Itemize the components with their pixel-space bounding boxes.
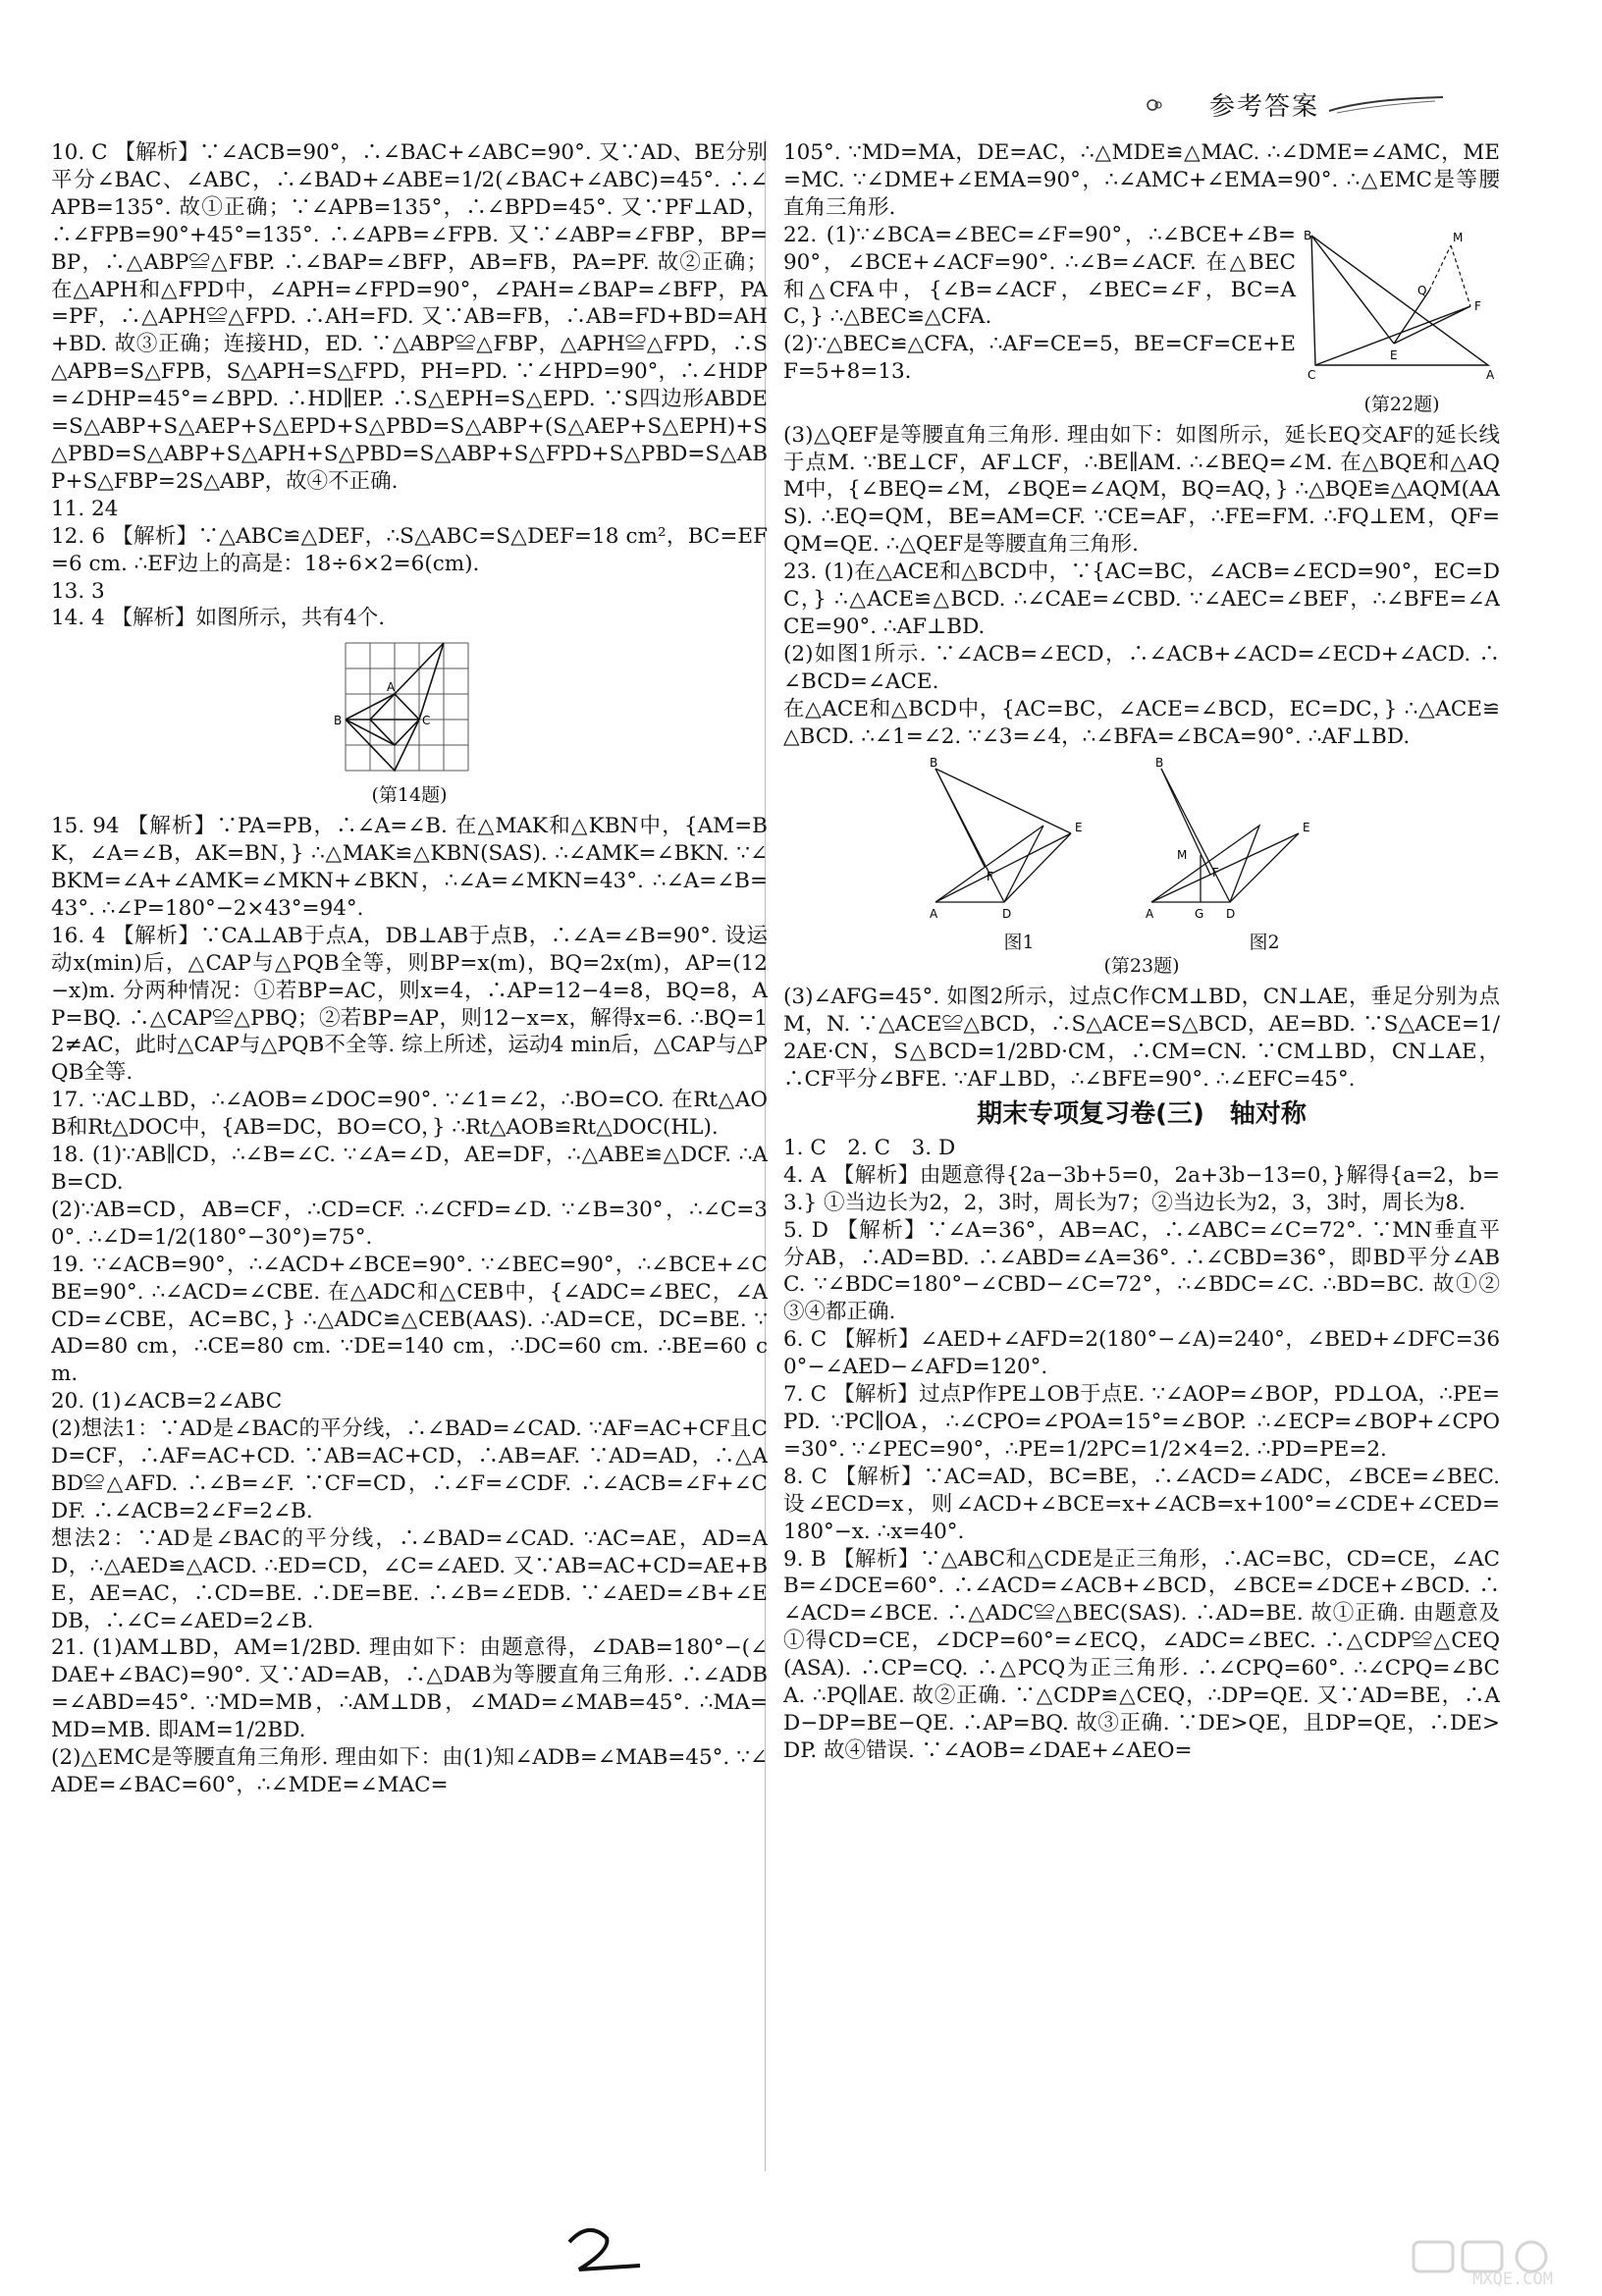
answer-s3-1-3: 1. C 2. C 3. D — [783, 1135, 956, 1160]
page-number — [550, 2220, 658, 2279]
answer-23-1: 23. (1)在△ACE和△BCD中，∵{AC=BC，∠ACB=∠ECD=90°，EC=DC，} ∴△ACE≌△BCD. ∴∠CAE=∠CBD. ∵∠AEC=∠BEF，∴∠BFE=∠ACE=90°. ∴AF⊥BD. — [783, 560, 1500, 639]
answer-s3-5: 5. D 【解析】∵∠A=36°，AB=AC，∴∠ABC=∠C=72°. ∵MN垂直平分AB，∴AD=BD. ∴∠ABD=∠A=36°. ∴∠CBD=36°，即BD平分∠ABC. ∵∠BDC=180°−∠CBD−∠C=72°，∴∠BDC=∠C. ∴BD=BC. 故①②③④都正确. — [783, 1217, 1500, 1325]
answer-s3-8: 8. C 【解析】∵AC=AD，BC=BE，∴∠ACD=∠ADC，∠BCE=∠BEC. 设∠ECD=x，则∠ACD+∠BCE=x+∠ACB=x+100°=∠CDE+∠CED=180°−x. ∴x=40°. — [783, 1464, 1500, 1544]
svg-text:F: F — [1474, 298, 1481, 313]
figure-14-caption: (第14题) — [371, 784, 448, 807]
answer-20-2a: (2)想法1：∵AD是∠BAC的平分线，∴∠BAD=∠CAD. ∵AF=AC+CF且CD=CF，∴AF=AC+CD. ∵AB=AC+CD，∴AB=AF. ∵AD=AD，∴△ABD≌△AFD. ∴∠B=∠F. ∵CF=CD，∴∠F=∠CDF. ∴∠ACB=∠F+∠CDF. ∴∠ACB=2∠F=2∠B. — [51, 1416, 768, 1523]
answer-14: 14. 4 【解析】如图所示，共有4个. — [51, 606, 386, 631]
answer-22-1: 22. (1)∵∠BCA=∠BEC=∠F=90°，∴∠BCE+∠B=90°，∠BCE+∠ACF=90°. ∴∠B=∠ACF. 在△BEC和△CFA中，{∠B=∠ACF，∠BEC=∠F，BC=AC，} ∴△BEC≌△CFA. — [783, 222, 1296, 330]
answer-20-1: 20. (1)∠ACB=2∠ABC — [51, 1389, 283, 1415]
answer-18-2: (2)∵AB=CD，AB=CF，∴CD=CF. ∴∠CFD=∠D. ∵∠B=30°，∴∠C=30°. ∴∠D=1/2(180°−30°)=75°. — [51, 1197, 768, 1250]
figure-14 — [51, 638, 768, 807]
figure-23 — [783, 757, 1500, 979]
svg-text:E: E — [1075, 820, 1083, 834]
left-column — [51, 139, 768, 2171]
answer-21-cont: 105°. ∵MD=MA，DE=AC，∴△MDE≌△MAC. ∴∠DME=∠AMC，ME=MC. ∵∠DME+∠EMA=90°，∴∠AMC+∠EMA=90°. ∴△EMC是等腰直角三角形. — [783, 140, 1500, 220]
svg-text:A: A — [1486, 367, 1495, 382]
answer-22-3: (3)△QEF是等腰直角三角形. 理由如下：如图所示，延长EQ交AF的延长线于点M. ∵BE⊥CF，AF⊥CF，∴BE∥AM. ∴∠BEQ=∠M. 在△BQE和△AQM中，{∠BEQ=∠M，∠BQE=∠AQM，BQ=AQ，} ∴△BQE≌△AQM(AAS). ∴EQ=QM，BE=AM=CF. ∵CE=AF，∴FE=FM. ∴FQ⊥EM，QF=QM=QE. ∴△QEF是等腰直角三角形. — [783, 422, 1500, 558]
figure-22-caption: (第22题) — [1363, 393, 1440, 415]
answer-18-1: 18. (1)∵AB∥CD，∴∠B=∠C. ∵∠A=∠D，AE=DF，∴△ABE≌△DCF. ∴AB=CD. — [51, 1143, 768, 1195]
answer-s3-7: 7. C 【解析】过点P作PE⊥OB于点E. ∵∠AOP=∠BOP，PD⊥OA，∴PE=PD. ∵PC∥OA，∴∠CPO=∠POA=15°=∠BOP. ∴∠ECP=∠BOP+∠CPO=30°. ∵∠PEC=90°，∴PE=1/2PC=1/2×4=2. ∴PD=PE=2. — [783, 1382, 1500, 1462]
figure-22 — [1304, 228, 1500, 416]
answer-23-2a: (2)如图1所示. ∵∠ACB=∠ECD，∴∠ACB+∠ACD=∠ECD+∠ACD. ∴∠BCD=∠ACE. — [783, 641, 1500, 694]
answer-20-2b: 想法2：∵AD是∠BAC的平分线，∴∠BAD=∠CAD. ∵AC=AE，AD=AD，∴△AED≌△ACD. ∴ED=CD，∠C=∠AED. 又∵AB=AC+CD=AE+BE，AE=AC，∴CD=BE. ∴DE=BE. ∴∠B=∠EDB. ∵∠AED=∠B+∠EDB，∴∠C=∠AED=2∠B. — [51, 1525, 768, 1633]
answer-23-2b: 在△ACE和△BCD中，{AC=BC，∠ACE=∠BCD，EC=DC，} ∴△ACE≌△BCD. ∴∠1=∠2. ∵∠3=∠4，∴∠BFA=∠BCA=90°. ∴AF⊥BD. — [783, 696, 1500, 749]
answer-13: 13. 3 — [51, 578, 105, 604]
svg-text:A: A — [930, 906, 938, 921]
answer-s3-9: 9. B 【解析】∵△ABC和△CDE是正三角形，∴AC=BC，CD=CE，∠ACB=∠DCE=60°. ∴∠ACD=∠ACB+∠BCD，∠BCE=∠DCE+∠BCD. ∴∠ACD=∠BCE. ∴△ADC≌△BEC(SAS). ∴AD=BE. 故①正确. 由题意及①得CD=CE，∠DCP=60°=∠ECQ，∠ADC=∠BEC. ∴△CDP≌△CEQ(ASA). ∴CP=CQ. ∴△PCQ为正三角形. ∴∠CPQ=60°. ∴∠CPQ=∠BCA. ∴PQ∥AE. 故②正确. ∵△CDP≌△CEQ，∴DP=QE. 又∵AD=BE，∴AD−DP=BE−QE. ∴AP=BQ. 故③正确. ∵DE>QE，且DP=QE，∴DE>DP. 故④错误. ∵∠AOB=∠DAE+∠AEO= — [783, 1546, 1500, 1763]
svg-text:G: G — [1195, 906, 1204, 921]
svg-text:Q: Q — [1417, 283, 1427, 297]
svg-text:D: D — [1226, 906, 1236, 921]
header-title: 参考答案 — [1208, 92, 1319, 122]
answer-11: 11. 24 — [51, 496, 119, 521]
answer-21-2: (2)△EMC是等腰直角三角形. 理由如下：由(1)知∠ADB=∠MAB=45°. ∵∠ADE=∠BAC=60°，∴∠MDE=∠MAC= — [51, 1745, 768, 1797]
svg-text:F: F — [987, 869, 993, 883]
svg-text:2: 2 — [550, 2220, 551, 2221]
figure-23-caption: (第23题) — [1103, 955, 1180, 978]
answer-17: 17. ∵AC⊥BD，∴∠AOB=∠DOC=90°. ∵∠1=∠2，∴BO=CO. 在Rt△AOB和Rt△DOC中，{AB=DC，BO=CO，} ∴Rt△AOB≌Rt△DOC(HL). — [51, 1088, 768, 1141]
svg-text:E: E — [1303, 820, 1310, 834]
page-header — [1143, 86, 1445, 123]
svg-text:B: B — [930, 756, 938, 770]
svg-text:C: C — [422, 714, 431, 728]
svg-text:E: E — [1390, 347, 1398, 362]
answer-21-1: 21. (1)AM⊥BD，AM=1/2BD. 理由如下：由题意得，∠DAB=180°−(∠DAE+∠BAC)=90°. 又∵AD=AB，∴△DAB为等腰直角三角形. ∴∠ADB=∠ABD=45°. ∵MD=MB，∴AM⊥DB，∠MAD=∠MAB=45°. ∴MA=MD=MB. 即AM=1/2BD. — [51, 1635, 768, 1743]
answer-22-2: (2)∵△BEC≌△CFA，∴AF=CE=5，BE=CF=CE+EF=5+8=13. — [783, 332, 1296, 385]
svg-text:C: C — [1308, 367, 1316, 382]
svg-text:M: M — [1177, 847, 1188, 862]
triangle-figure-icon — [1304, 228, 1500, 385]
answer-12: 12. 6 【解析】∵△ABC≌△DEF，∴S△ABC=S△DEF=18 cm²，BC=EF=6 cm. ∴EF边上的高是：18÷6×2=6(cm). — [51, 523, 768, 576]
right-column — [783, 139, 1500, 2171]
answer-s3-6: 6. C 【解析】∠AED+∠AFD=2(180°−∠A)=240°，∠BED+∠DFC=360°−∠AED−∠AFD=120°. — [783, 1327, 1500, 1380]
svg-text:F: F — [1212, 865, 1219, 880]
header-flourish-icon — [1327, 93, 1445, 117]
section-title: 期末专项复习卷(三) 轴对称 — [977, 1099, 1307, 1130]
svg-text:D: D — [1002, 906, 1012, 921]
answer-15: 15. 94 【解析】∵PA=PB，∴∠A=∠B. 在△MAK和△KBN中，{AM=BK，∠A=∠B，AK=BN，} ∴△MAK≌△KBN(SAS). ∴∠AMK=∠BKN. ∵∠BKM=∠A+∠AMK=∠MKN+∠BKN，∴∠A=∠MKN=43°. ∴∠A=∠B=43°. ∴∠P=180°−2×43°=94°. — [51, 814, 768, 921]
svg-text:B: B — [1155, 756, 1164, 770]
figure-23-label-1: 图1 — [1003, 932, 1035, 954]
watermark-text: MXQE.COM — [1472, 2269, 1553, 2289]
answer-s3-4: 4. A 【解析】由题意得{2a−3b+5=0，2a+3b−13=0，}解得{a=2，b=3.} ①当边长为2，2，3时，周长为7；②当边长为2，3，3时，周长为8. — [783, 1162, 1500, 1215]
svg-text:M: M — [1453, 230, 1464, 244]
watermark — [1404, 2238, 1580, 2293]
answer-19: 19. ∵∠ACB=90°，∴∠ACD+∠BCE=90°. ∵∠BEC=90°，∴∠BCE+∠CBE=90°. ∴∠ACD=∠CBE. 在△ADC和△CEB中，{∠ADC=∠BEC，∠ACD=∠CBE，AC=BC，} ∴△ADC≌△CEB(AAS). ∴AD=CE，DC=BE. ∵AD=80 cm，∴CE=80 cm. ∵DE=140 cm，∴DC=60 cm. ∴BE=60 cm. — [51, 1252, 768, 1387]
svg-text:A: A — [1146, 906, 1154, 921]
svg-text:A: A — [387, 680, 396, 695]
svg-text:B: B — [1304, 228, 1312, 242]
header-swirl-icon — [1143, 97, 1202, 113]
answer-23-3: (3)∠AFG=45°. 如图2所示，过点C作CM⊥BD，CN⊥AE，垂足分别为点M，N. ∵△ACE≌△BCD，∴S△ACE=S△BCD，AE=BD. ∵S△ACE=1/2AE·CN，S△BCD=1/2BD·CM，∴CM=CN. ∵CM⊥BD，CN⊥AE，∴CF平分∠BFE. ∵AF⊥BD，∴∠BFE=90°. ∴∠EFC=45°. — [783, 985, 1500, 1093]
figure-23-label-2: 图2 — [1249, 932, 1280, 954]
svg-text:B: B — [334, 714, 343, 728]
answer-16: 16. 4 【解析】∵CA⊥AB于点A，DB⊥AB于点B，∴∠A=∠B=90°. 设运动x(min)后，△CAP与△PQB全等，则BP=x(m)，BQ=2x(m)，AP=(12−x)m. 分两种情况：①若BP=AC，则x=4，∴AP=12−4=8，BQ=8，AP=BQ. ∴△CAP≌△PBQ；②若BP=AP，则12−x=x，解得x=6. ∴BQ=12≠AC，此时△CAP与△PQB不全等. 综上所述，运动4 min后，△CAP与△PQB全等. — [51, 923, 768, 1086]
figure-23-diagrams-icon — [896, 757, 1387, 924]
grid-figure-icon — [326, 638, 493, 775]
answer-10: 10. C 【解析】∵∠ACB=90°，∴∠BAC+∠ABC=90°. 又∵AD、BE分别平分∠BAC、∠ABC，∴∠BAD+∠ABE=1/2(∠BAC+∠ABC)=45°. ∴∠APB=135°. 故①正确；∵∠APB=135°，∴∠BPD=45°. 又∵PF⊥AD，∴∠FPB=90°+45°=135°. ∴∠APB=∠FPB. 又∵∠ABP=∠FBP，BP=BP，∴△ABP≌△FBP. ∴∠BAP=∠BFP，AB=FB，PA=PF. 故②正确；在△APH和△FPD中，∠APH=∠FPD=90°，∠PAH=∠BAP=∠BFP，PA=PF，∴△APH≌△FPD. ∴AH=FD. 又∵AB=FB，∴AB=FD+BD=AH+BD. 故③正确；连接HD，ED. ∵△ABP≌△FBP，△APH≌△FPD，∴S△APB=S△FPB，S△APH=S△FPD，PH=PD. ∵∠HPD=90°，∴∠HDP=∠DHP=45°=∠BPD. ∴HD∥EP. ∴S△EPH=S△EPD. ∵S四边形ABDE=S△ABP+S△AEP+S△EPD+S△PBD=S△ABP+(S△AEP+S△EPH)+S△PBD=S△ABP+S△APH+S△PBD=S△ABP+S△FPD+S△PBD=S△ABP+S△FBP=2S△ABP，故④不正确. — [51, 140, 768, 494]
